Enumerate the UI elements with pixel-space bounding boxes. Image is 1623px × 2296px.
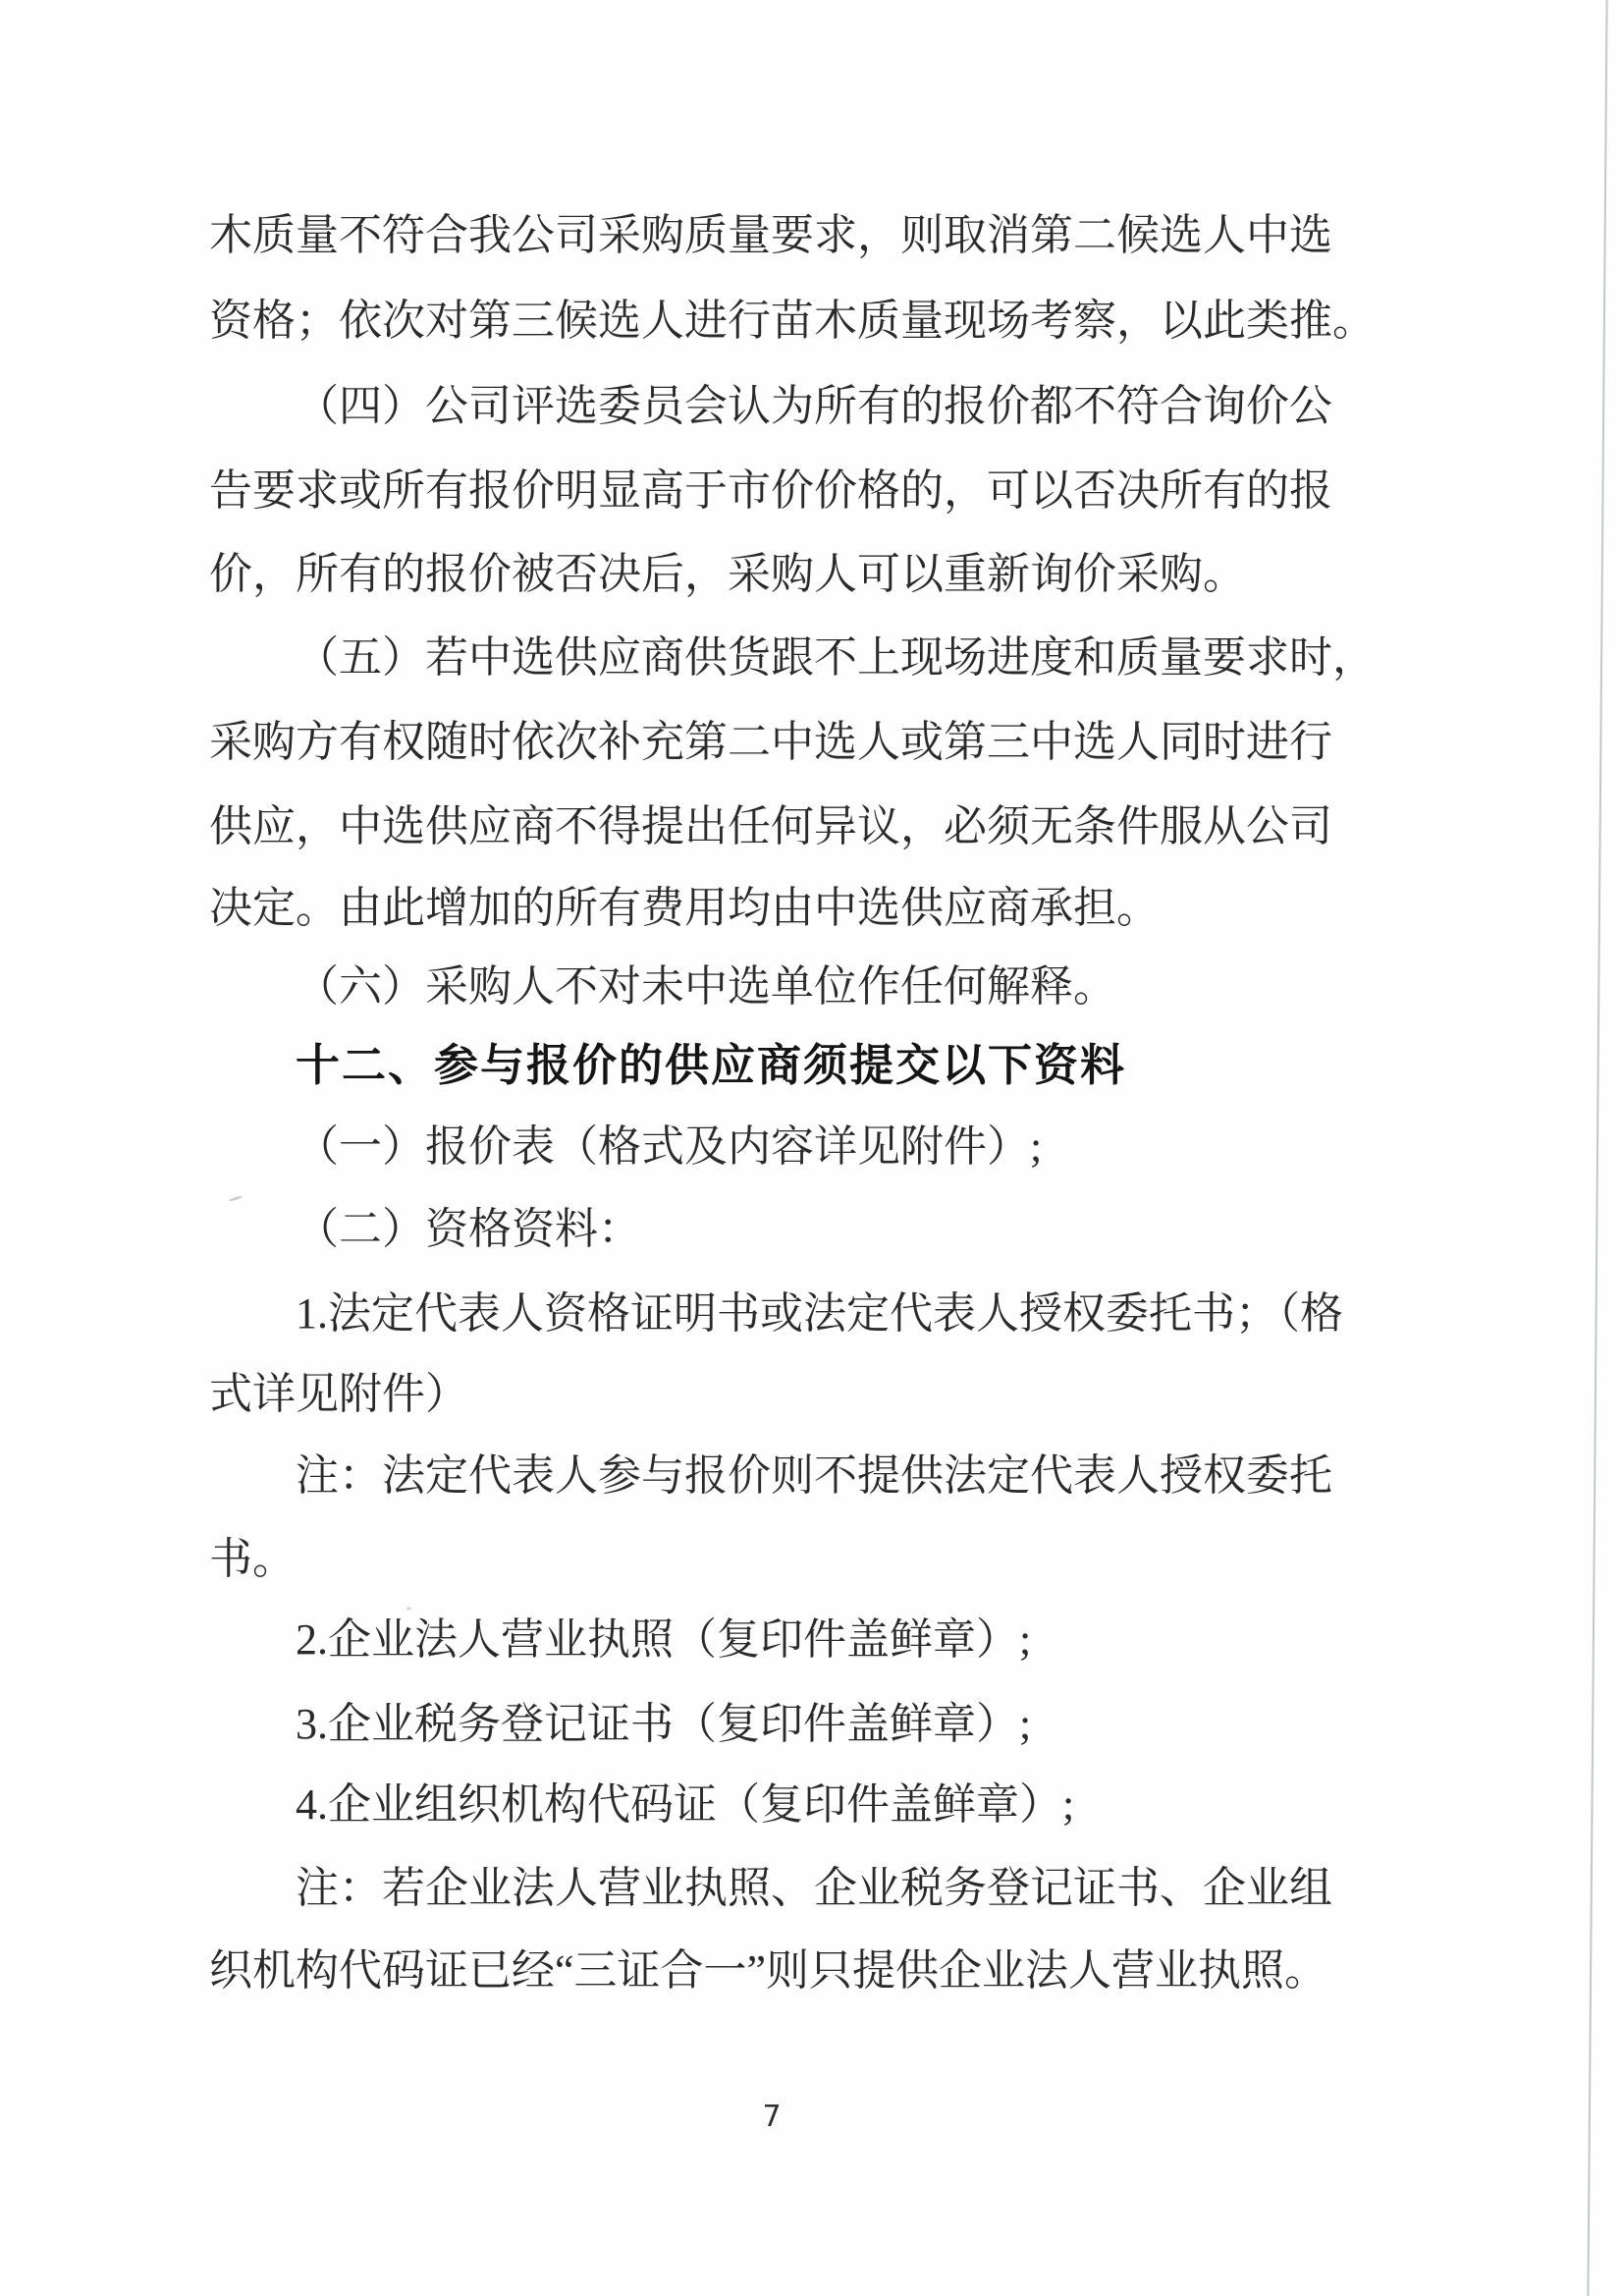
- doc-line: （五）若中选供应商供货跟不上现场进度和质量要求时，: [296, 633, 1376, 682]
- doc-line: 书。: [209, 1535, 296, 1583]
- doc-line: 木质量不符合我公司采购质量要求，则取消第二候选人中选: [209, 211, 1332, 259]
- doc-line: （四）公司评选委员会认为所有的报价都不符合询价公: [296, 382, 1332, 430]
- doc-line: 采购方有权随时依次补充第二中选人或第三中选人同时进行: [209, 718, 1332, 766]
- doc-line: 3.企业税务登记证书（复印件盖鲜章）;: [296, 1700, 1032, 1748]
- doc-line: 1.法定代表人资格证明书或法定代表人授权委托书；（格: [296, 1289, 1343, 1338]
- page-number: 7: [762, 2100, 782, 2134]
- doc-line: （六）采购人不对未中选单位作任何解释。: [296, 962, 1116, 1011]
- doc-line: 告要求或所有报价明显高于市价价格的，可以否决所有的报: [209, 466, 1332, 515]
- doc-line: 织机构代码证已经“三证合一”则只提供企业法人营业执照。: [209, 1946, 1328, 1995]
- doc-line: 4.企业组织机构代码证（复印件盖鲜章）;: [296, 1780, 1075, 1829]
- section-heading: 十二、参与报价的供应商须提交以下资料: [296, 1039, 1127, 1091]
- doc-line: 供应，中选供应商不得提出任何异议，必须无条件服从公司: [209, 802, 1332, 850]
- doc-line: （二）资格资料：: [296, 1205, 641, 1253]
- doc-line: 式详见附件）: [209, 1370, 468, 1418]
- doc-line: 决定。由此增加的所有费用均由中选供应商承担。: [209, 884, 1160, 932]
- scan-line-artifact: [1587, 0, 1607, 2296]
- doc-line: 注：若企业法人营业执照、企业税务登记证书、企业组: [296, 1864, 1332, 1912]
- doc-line: 价，所有的报价被否决后，采购人可以重新询价采购。: [209, 550, 1246, 598]
- scan-speck: [406, 1607, 411, 1611]
- doc-line: （一）报价表（格式及内容详见附件）;: [296, 1122, 1043, 1171]
- doc-line: 资格；依次对第三候选人进行苗木质量现场考察，以此类推。: [209, 297, 1376, 345]
- doc-line: 注：法定代表人参与报价则不提供法定代表人授权委托: [296, 1451, 1332, 1500]
- doc-line: 2.企业法人营业执照（复印件盖鲜章）;: [296, 1615, 1032, 1664]
